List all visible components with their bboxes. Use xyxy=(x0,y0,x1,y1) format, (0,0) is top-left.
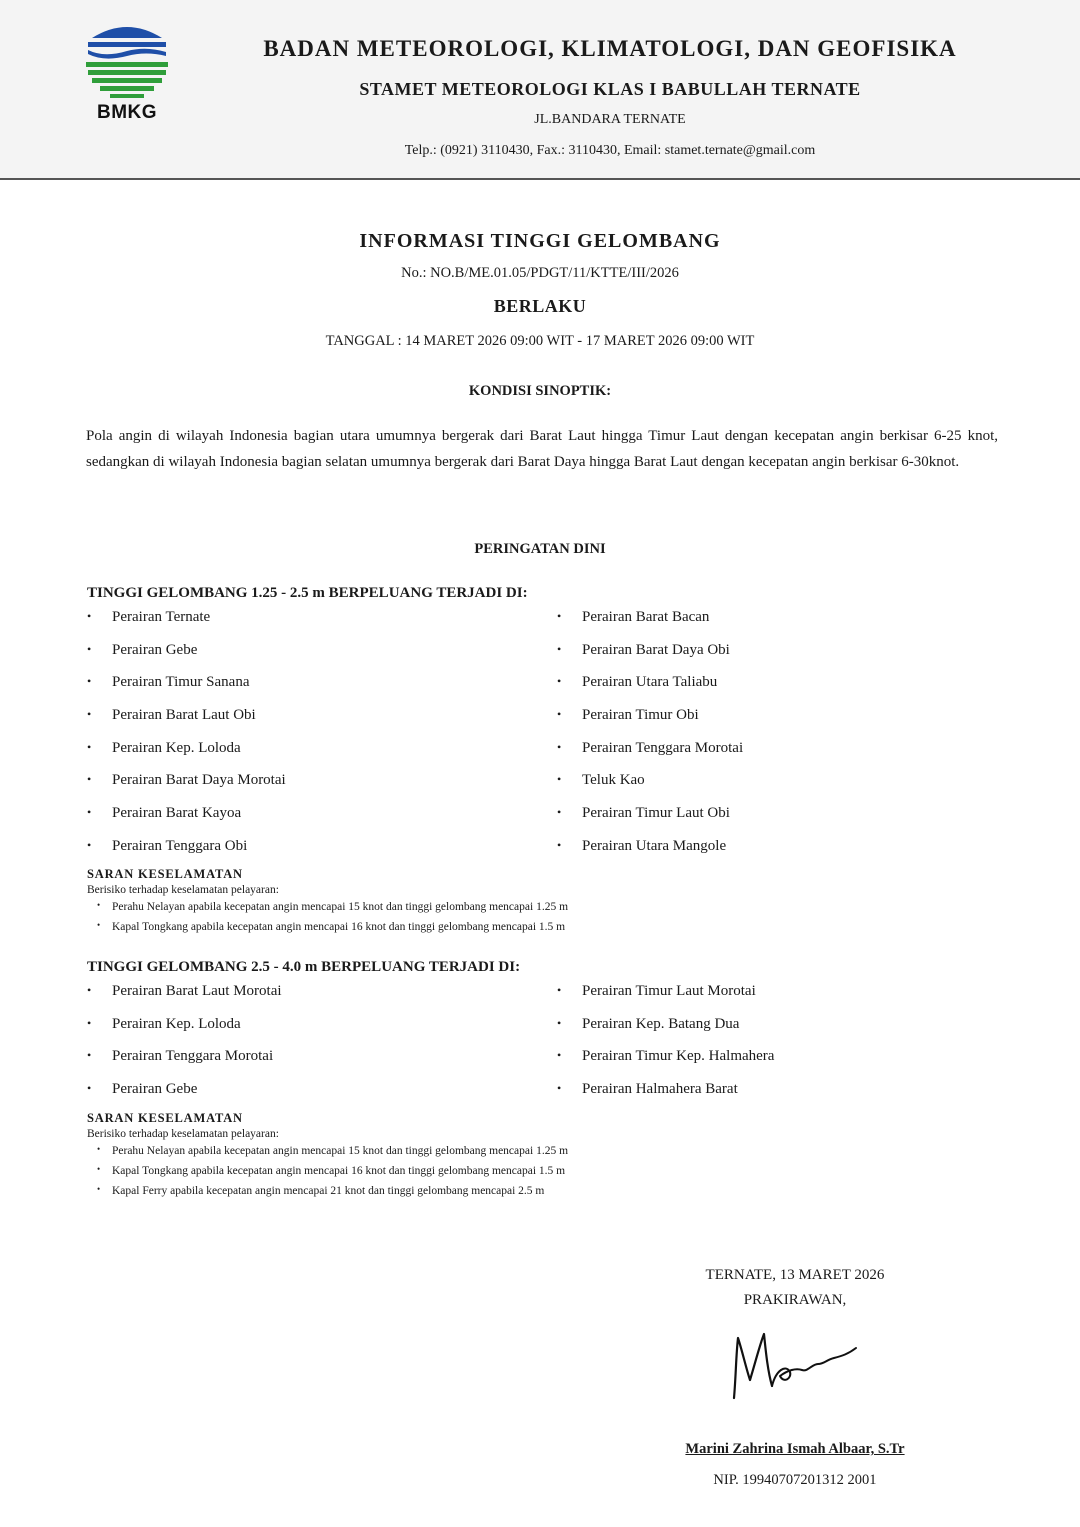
list-row xyxy=(87,609,1027,642)
validity-heading: BERLAKU xyxy=(493,296,587,316)
list-item: • Perairan Tenggara Morotai xyxy=(557,739,744,756)
section2-locations xyxy=(87,983,1027,1114)
list-item: • Perairan Kep. Batang Dua xyxy=(557,1015,740,1032)
synoptic-paragraph: Pola angin di wilayah Indonesia bagian utara umumnya bergerak dari Barat Laut hingga Timur Laut dengan kecepatan angin berkisar 6-25 knot, sedangkan di wilayah Indonesia bagian selatan umumnya bergerak dari Barat Daya hingga Barat Laut dengan kecepatan angin berkisar 6-30knot. xyxy=(86,428,998,470)
signatory-nip: NIP. 19940707201312 2001 xyxy=(713,1472,877,1488)
list-item: • Teluk Kao xyxy=(557,772,645,789)
list-item: • Perairan Tenggara Morotai xyxy=(87,1048,274,1065)
station-address: JL.BANDARA TERNATE xyxy=(534,112,686,127)
list-item: • Perairan Kep. Loloda xyxy=(87,1015,241,1032)
signatory-name: Marini Zahrina Ismah Albaar, S.Tr xyxy=(685,1441,905,1457)
signature-role: PRAKIRAWAN, xyxy=(743,1292,847,1308)
list-row xyxy=(87,642,1027,675)
list-item: • Perairan Barat Laut Morotai xyxy=(87,983,282,999)
list-item: • Perairan Ternate xyxy=(87,609,211,625)
list-item: • Perairan Timur Laut Morotai xyxy=(557,983,756,999)
safety-advice-title: SARAN KESELAMATAN xyxy=(87,867,243,881)
list-item: • Perairan Kep. Loloda xyxy=(87,739,241,756)
synoptic-heading: KONDISI SINOPTIK: xyxy=(468,383,612,399)
safety-advice-item: • Kapal Tongkang apabila kecepatan angin mencapai 16 knot dan tinggi gelombang mencapai 1.5 m xyxy=(97,920,566,933)
list-item: • Perairan Gebe xyxy=(87,1081,198,1098)
list-item: • Perairan Timur Obi xyxy=(557,707,699,724)
list-item: • Perairan Barat Laut Obi xyxy=(87,707,256,724)
document-title: INFORMASI TINGGI GELOMBANG xyxy=(359,230,721,252)
list-item: • Perairan Utara Mangole xyxy=(557,837,727,854)
list-row xyxy=(87,1048,1027,1081)
safety-advice-item: • Kapal Ferry apabila kecepatan angin mencapai 21 knot dan tinggi gelombang mencapai 2.5 m xyxy=(97,1184,545,1197)
list-row xyxy=(87,983,1027,1016)
handwritten-signature xyxy=(722,1320,872,1410)
list-item: • Perairan Barat Bacan xyxy=(557,609,710,625)
list-item: • Perairan Timur Laut Obi xyxy=(557,805,730,822)
list-row xyxy=(87,740,1027,773)
list-item: • Perairan Barat Kayoa xyxy=(87,805,242,822)
safety-advice-item: • Perahu Nelayan apabila kecepatan angin mencapai 15 knot dan tinggi gelombang mencapai 1.25 m xyxy=(97,1144,569,1157)
safety-advice-item: • Kapal Tongkang apabila kecepatan angin mencapai 16 knot dan tinggi gelombang mencapai 1.5 m xyxy=(97,1164,566,1177)
validity-period: TANGGAL : 14 MARET 2026 09:00 WIT - 17 MARET 2026 09:00 WIT xyxy=(325,333,755,349)
safety-advice-item: • Perahu Nelayan apabila kecepatan angin mencapai 15 knot dan tinggi gelombang mencapai 1.25 m xyxy=(97,900,569,913)
station-name: STAMET METEOROLOGI KLAS I BABULLAH TERNATE xyxy=(359,79,861,99)
list-item: • Perairan Barat Daya Morotai xyxy=(87,772,286,789)
list-item: • Perairan Barat Daya Obi xyxy=(557,641,730,658)
section1-safety-advice xyxy=(87,867,787,936)
list-row xyxy=(87,707,1027,740)
section1-title: TINGGI GELOMBANG 1.25 - 2.5 m BERPELUANG TERJADI DI: xyxy=(87,585,528,601)
early-warning-heading: PERINGATAN DINI xyxy=(474,541,606,557)
bmkg-logo xyxy=(84,18,170,128)
safety-advice-title: SARAN KESELAMATAN xyxy=(87,1111,243,1125)
letterhead xyxy=(0,0,1080,180)
section1-locations xyxy=(87,609,1027,871)
safety-advice-subtitle: Berisiko terhadap keselamatan pelayaran: xyxy=(87,1128,279,1140)
list-item: • Perairan Tenggara Obi xyxy=(87,837,248,854)
list-row xyxy=(87,1081,1027,1114)
list-row xyxy=(87,838,1027,871)
agency-name: BADAN METEOROLOGI, KLIMATOLOGI, DAN GEOFISIKA xyxy=(263,36,957,61)
section2-title: TINGGI GELOMBANG 2.5 - 4.0 m BERPELUANG TERJADI DI: xyxy=(87,959,521,975)
document-number: No.: NO.B/ME.01.05/PDGT/11/KTTE/III/2026 xyxy=(401,265,679,281)
list-row xyxy=(87,674,1027,707)
list-row xyxy=(87,772,1027,805)
list-row xyxy=(87,805,1027,838)
list-item: • Perairan Halmahera Barat xyxy=(557,1081,738,1098)
safety-advice-subtitle: Berisiko terhadap keselamatan pelayaran: xyxy=(87,884,279,896)
section2-safety-advice xyxy=(87,1111,787,1200)
bmkg-emblem-icon xyxy=(84,18,170,102)
list-item: • Perairan Gebe xyxy=(87,641,198,658)
station-contact: Telp.: (0921) 3110430, Fax.: 3110430, Email: stamet.ternate@gmail.com xyxy=(404,143,816,158)
list-row xyxy=(87,1016,1027,1049)
list-item: • Perairan Timur Kep. Halmahera xyxy=(557,1048,775,1065)
signature-place-date: TERNATE, 13 MARET 2026 xyxy=(705,1267,885,1283)
logo-wordmark: BMKG xyxy=(96,102,158,123)
list-item: • Perairan Utara Taliabu xyxy=(557,674,718,691)
list-item: • Perairan Timur Sanana xyxy=(87,674,250,691)
